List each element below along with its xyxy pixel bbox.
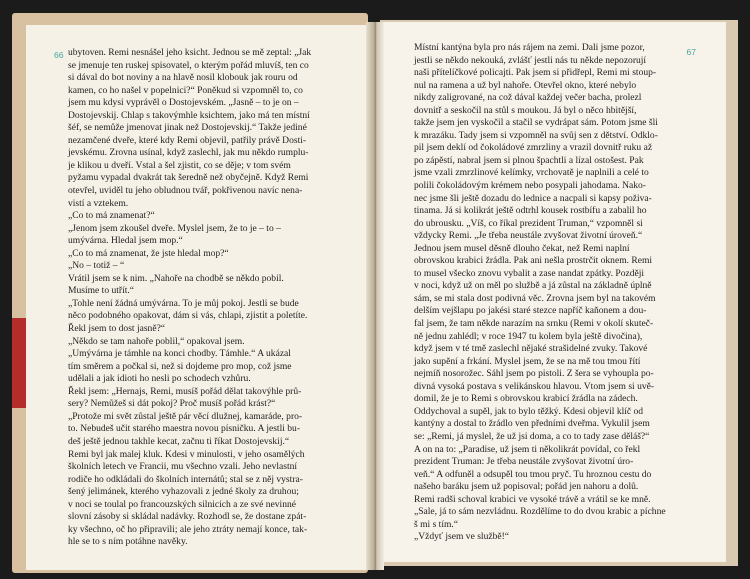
text-line: když jsem v té tmě zaslechl nějaké strašidelné zvuky. Takové xyxy=(414,343,648,355)
text-line: je klikou u dveří. Vstal a šel zjistit, co se děje; v tom svém xyxy=(68,159,291,171)
text-line: takže jsem jen vyskočil a stačil se vydrápat sám. Potom jsme šli xyxy=(414,117,658,129)
left-page xyxy=(26,25,373,570)
text-line: jsme vzali zmrzlinové kelímky, vrchovatě je naplnili a celé to xyxy=(414,167,649,179)
text-line: jsem mu kdysi vyprávěl o Dostojevském. „Jasně – to je on – xyxy=(68,97,299,109)
text-line: Remi radši schoval krabici ve vysoké trávě a vrátil se ke mně. xyxy=(414,493,651,505)
text-line: v noci, když už on měl po službě a já zůstal na základně úplně xyxy=(414,280,652,292)
text-line: ubytoven. Remi nesnášel jeho ksicht. Jednou se mě zeptal: „Jak xyxy=(68,47,312,58)
text-line: udělali a jak idioti ho nesli po schodech vzhůru. xyxy=(68,373,251,385)
text-line: se jmenuje ten ruskej spisovatel, o kterým pořád mluvíš, ten co xyxy=(68,59,309,71)
text-line: nikdy zaligrované, na což dával každej večer bacha, prolezl xyxy=(414,92,642,104)
text-line: „Co to má znamenat?“ xyxy=(68,210,155,222)
text-line: otevřel, uviděl tu jeho obludnou tvář, pokřivenou navíc nena- xyxy=(68,185,303,197)
text-line: „Umývárna je támhle na konci chodby. Támhle.“ A ukázal xyxy=(68,348,291,360)
text-line: deš ještě jednou takhle kecat, začnu ti říkat Dostojevskij.“ xyxy=(68,435,290,447)
text-line: slovní zásoby si skládal nadávky. Rozhodl se, že dostane zpát- xyxy=(68,511,307,523)
text-line: „Vždyť jsem ve službě!“ xyxy=(414,531,510,543)
text-line: Dostojevskij. Chlap s takovýmhle ksichtem, jako má ten místní xyxy=(68,109,310,121)
text-line: tím směrem a počkal si, než si dojdeme pro mop, což jsme xyxy=(68,360,292,372)
text-line: šený jelimánek, kterého vyhazovali z jedné školy za druhou; xyxy=(68,486,299,498)
text-line: delším vejšlapu po jakési staré stezce napříč kaňonem a dou- xyxy=(414,305,647,317)
text-line: do ubrousku. „Víš, co říkal prezident Truman,“ vzpomněl si xyxy=(414,217,643,229)
text-line: dovnitř a seskočil na stůl s moukou. Já byl o něco hbitější, xyxy=(414,104,637,116)
text-line: jevskému. Zrovna usínal, když zaslechl, jak mu někdo rumplu- xyxy=(68,147,309,159)
text-line: kamen, co ho našel v popelnici?“ Poněkud si vzpomněl to, co xyxy=(68,84,303,96)
text-line: fal jsem, že tam někde narazím na srnku (Remi v okolí skuteč- xyxy=(414,318,654,330)
text-line: vistí a vztekem. xyxy=(68,197,129,209)
text-line: A on na to: „Paradise, už jsem ti několikrát povídal, co řekl xyxy=(414,443,641,455)
text-line: kantýny a dostal to žrádlo ven předními dveřma. Vykulil jsem xyxy=(414,418,650,430)
text-line: naši přítelíčkové policajti. Pak jsem si přidřepl, Remi mi stoup- xyxy=(414,67,657,79)
text-line: Jednou jsem musel děsně dlouho čekat, než Remi naplní xyxy=(414,242,630,254)
text-line: Řekl jsem to dost jasně?“ xyxy=(68,323,166,335)
text-line: domil, že je to Remi s obrovskou krabicí žrádla na zádech. xyxy=(414,393,638,405)
text-line: „Někdo se tam nahoře poblil,“ opakoval jsem. xyxy=(68,335,245,347)
text-line: Vrátil jsem se k nim. „Nahoře na chodbě se někdo pobil. xyxy=(68,272,284,284)
text-line: Remi byl jak malej kluk. Kdesi v minulosti, v jeho osamělých xyxy=(68,448,305,460)
text-line: „Co to má znamenat, že jste hledal mop?“ xyxy=(68,247,229,259)
text-line: „Jenom jsem zkoušel dveře. Myslel jsem, že to je – to – xyxy=(68,222,281,234)
text-line: „Protože mi svět zůstal ještě pár věcí dlužnej, kamaráde, pro- xyxy=(68,410,303,422)
text-line: to. Nebudeš učit starého maestra novou písničku. A jestli bu- xyxy=(68,423,301,435)
text-line: nul na ramena a už byl nahoře. Otevřel okno, které nebylo xyxy=(414,79,637,91)
text-line: obrovskou krabici žrádla. Pak ani nešla prostrčit oknem. Remi xyxy=(414,255,653,267)
text-line: nec jsme šli ještě dozadu do lednice a nacpali si kapsy poživa- xyxy=(414,192,652,204)
text-line: polili čokoládovým krémem nebo posypali jahodama. Nako- xyxy=(414,180,646,192)
left-page-text xyxy=(68,47,365,549)
text-line: sery? Nemůžeš si dát pokoj? Proč musíš pořád krást?“ xyxy=(68,398,276,410)
text-line: ně jednu zahlédl; v roce 1947 tu kolem byla ještě divočina), xyxy=(414,330,643,342)
text-line: hle se to s ním potáhne navěky. xyxy=(68,536,188,548)
text-line: jestli se někdo nekouká, zvlášť jestli nás tu někde nepozorují xyxy=(414,54,647,66)
text-line: školních letech ve Francii, mu všechno vzali. Jeho nevlastní xyxy=(68,461,298,473)
text-line: umývárna. Hledal jsem mop.“ xyxy=(68,235,183,247)
text-line: rodiče ho odkládali do školních internátů; stal se z něj vystra- xyxy=(68,473,303,485)
book-gutter xyxy=(366,22,384,570)
text-line: Musíme to utřít.“ xyxy=(68,285,135,297)
text-line: Řekl jsem: „Hernajs, Remi, musíš pořád dělat takovýhle prů- xyxy=(68,385,302,397)
text-line: „Sale, já to sám nezvládnu. Rozdělíme to do dvou krabic a píchne xyxy=(414,506,666,518)
text-line: Místní kantýna byla pro nás rájem na zemi. Dali jsme pozor, xyxy=(414,42,645,53)
text-line: „No – totiž – “ xyxy=(68,260,125,272)
text-line: pyžamu vypadal dvakrát tak šeredně než obyčejně. Když Remi xyxy=(68,172,309,184)
text-line: k mrazáku. Tady jsem si vzpomněl na svůj sen z dětství. Odklo- xyxy=(414,129,658,141)
text-line: Oddychoval a supěl, jak to bylo těžký. Kdesi objevil klíč od xyxy=(414,405,644,417)
left-page-number: 66 xyxy=(54,50,64,60)
text-line: se: „Remi, já myslel, že už jsi doma, a co to tady zase děláš?“ xyxy=(414,430,650,442)
text-line: ky všechno, oč ho připravili; ale jeho ztráty nemají konce, tak- xyxy=(68,523,308,535)
text-line: si dával do bot noviny a na hlavě nosil klobouk jak rouru od xyxy=(68,72,298,84)
text-line: š mi s tím.“ xyxy=(414,518,459,530)
text-line: „Tohle není žádná umývárna. To je můj pokoj. Jestli se bude xyxy=(68,297,299,309)
text-line: vždycky Remi. „Je třeba neustále zvyšovat životní úroveň.“ xyxy=(414,230,643,242)
text-line: to musel všecko znovu vybalit a zase nandat zpátky. Později xyxy=(414,267,645,279)
right-page-number: 67 xyxy=(686,47,696,57)
right-page-text xyxy=(414,42,700,544)
text-line: jako supění a frkání. Myslel jsem, že se na mě tou tmou řítí xyxy=(414,355,641,367)
text-line: pil jsem deklí od čokoládové zmrzliny a vrazil dovnitř ruku až xyxy=(414,142,653,154)
text-line: v noci se toulal po francouzských silnicích a ze své nevinné xyxy=(68,498,296,510)
text-line: něco podobného opakovat, dám si vás, chlapi, zjistit a poletíte. xyxy=(68,310,308,322)
text-line: po zápěstí, nabral jsem si plnou špachtli a lízal ostošest. Pak xyxy=(414,154,644,166)
text-line: divná vysoká postava s velikánskou hlavou. Vtom jsem si uvě- xyxy=(414,380,655,392)
right-page xyxy=(380,22,726,562)
text-line: sám, se mi stala dost podivná věc. Zrovna jsem byl na takovém xyxy=(414,292,656,304)
text-line: nezamčené dveře, které kdy Remi objevil, patřily právě Dosti- xyxy=(68,134,307,146)
text-line: šéf, se nemůže jmenovat jinak než Dostojevskij.“ Takže jediné xyxy=(68,122,307,134)
text-line: našeho baráku jsem už popisoval; pořád jen nahoru a dolů. xyxy=(414,481,639,493)
text-line: prezident Truman: Je třeba neustále zvyšovat životní úro- xyxy=(414,456,634,468)
text-line: tinama. Já si kolikrát ještě odtrhl kousek rostbífu a zabalil ho xyxy=(414,205,647,217)
cover-red-stripe xyxy=(12,318,26,408)
text-line: veň.“ A odfuněl a odsupěl tou tmou pryč. Tu hroznou cestu do xyxy=(414,468,652,480)
text-line: nejmíň nosorožec. Sáhl jsem po pistoli. Z šera se vyhoupla po- xyxy=(414,368,654,380)
